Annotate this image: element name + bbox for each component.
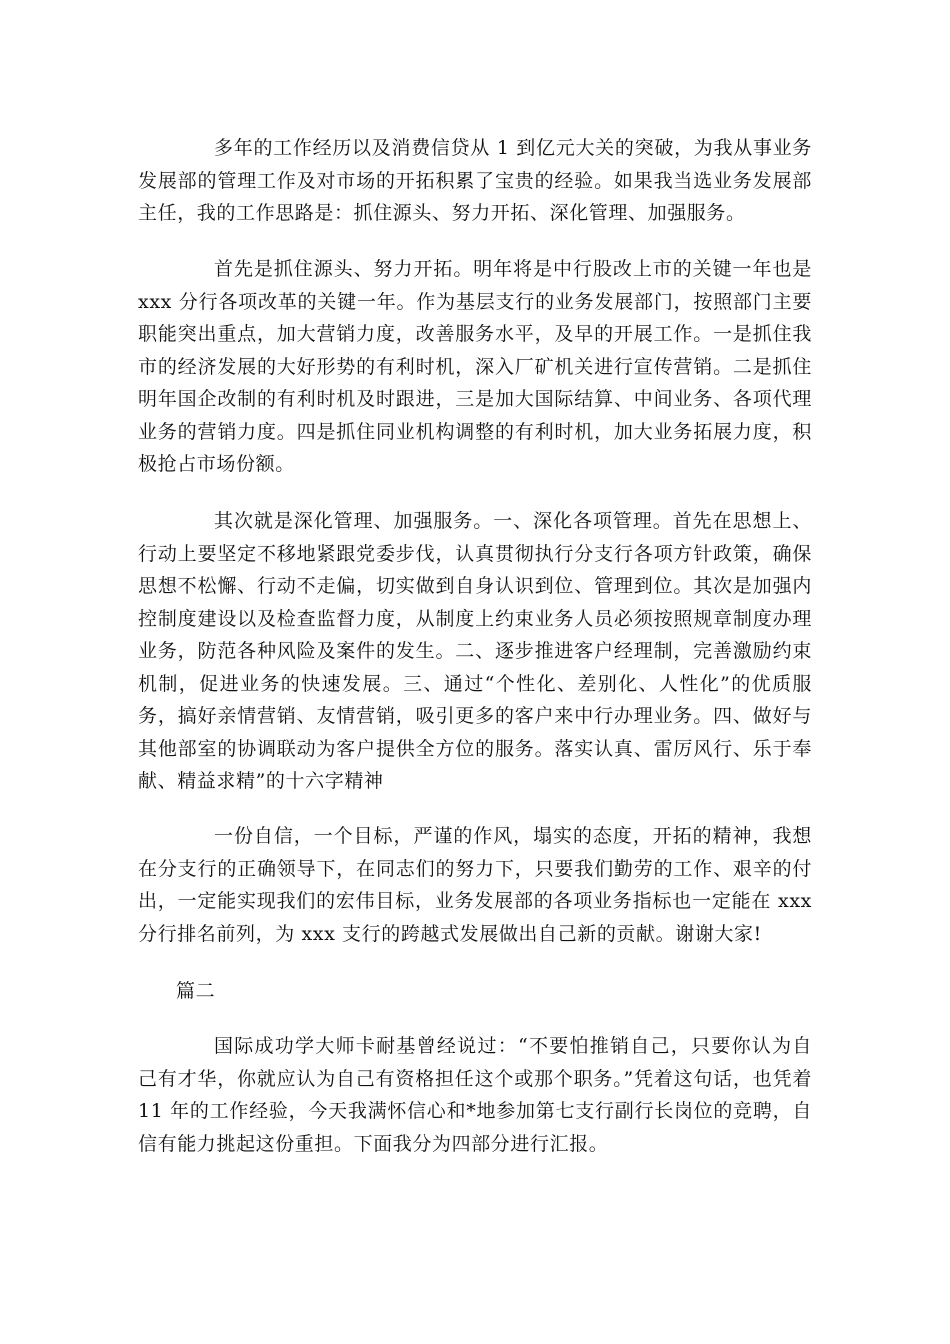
paragraph-conclusion: 一份自信，一个目标，严谨的作风，塌实的态度，开拓的精神，我想在分支行的正确领导下，在同志们的努力下，只要我们勤劳的工作、艰辛的付出，一定能实现我们的宏伟目标，业务发展部的各项业务指标也一定能在 xxx 分行排名前列，为 xxx 支行的跨越式发展做出自己新的贡献。谢谢大家! bbox=[138, 825, 812, 945]
paragraph-expansion: 首先是抓住源头、努力开拓。明年将是中行股改上市的关键一年也是 xxx 分行各项改革的关键一年。作为基层支行的业务发展部门，按照部门主要职能突出重点，加大营销力度，改善服务水平，及早的开展工作。一是抓住我市的经济发展的大好形势的有利时机，深入厂矿机关进行宣传营销。二是抓住明年国企改制的有利时机及时跟进，三是加大国际结算、中间业务、各项代理业务的营销力度。四是抓住同业机构调整的有利时机，加大业务拓展力度，积极抢占市场份额。 bbox=[138, 258, 812, 475]
section-heading: 篇二 bbox=[176, 980, 216, 1002]
paragraph-management: 其次就是深化管理、加强服务。一、深化各项管理。首先在思想上、行动上要坚定不移地紧跟党委步伐，认真贯彻执行分支行各项方针政策，确保思想不松懈、行动不走偏，切实做到自身认识到位、管理到位。其次是加强内控制度建设以及检查监督力度，从制度上约束业务人员必须按照规章制度办理业务，防范各种风险及案件的发生。二、逐步推进客户经理制，完善激励约束机制，促进业务的快速发展。三、通过“个性化、差别化、人性化”的优质服务，搞好亲情营销、友情营销，吸引更多的客户来中行办理业务。四、做好与其他部室的协调联动为客户提供全方位的服务。落实认真、雷厉风行、乐于奉献、精益求精”的十六字精神 bbox=[138, 510, 812, 792]
paragraph-part-two-intro: 国际成功学大师卡耐基曾经说过：“不要怕推销自己，只要你认为自己有才华，你就应认为自己有资格担任这个或那个职务。”凭着这句话，也凭着 11 年的工作经验，今天我满怀信心和*地参加第七支行副行长岗位的竞聘，自信有能力挑起这份重担。下面我分为四部分进行汇报。 bbox=[138, 1035, 812, 1155]
paragraph-experience: 多年的工作经历以及消费信贷从 1 到亿元大关的突破，为我从事业务发展部的管理工作及对市场的开拓积累了宝贵的经验。如果我当选业务发展部主任，我的工作思路是：抓住源头、努力开拓、深化管理、加强服务。 bbox=[138, 137, 812, 224]
